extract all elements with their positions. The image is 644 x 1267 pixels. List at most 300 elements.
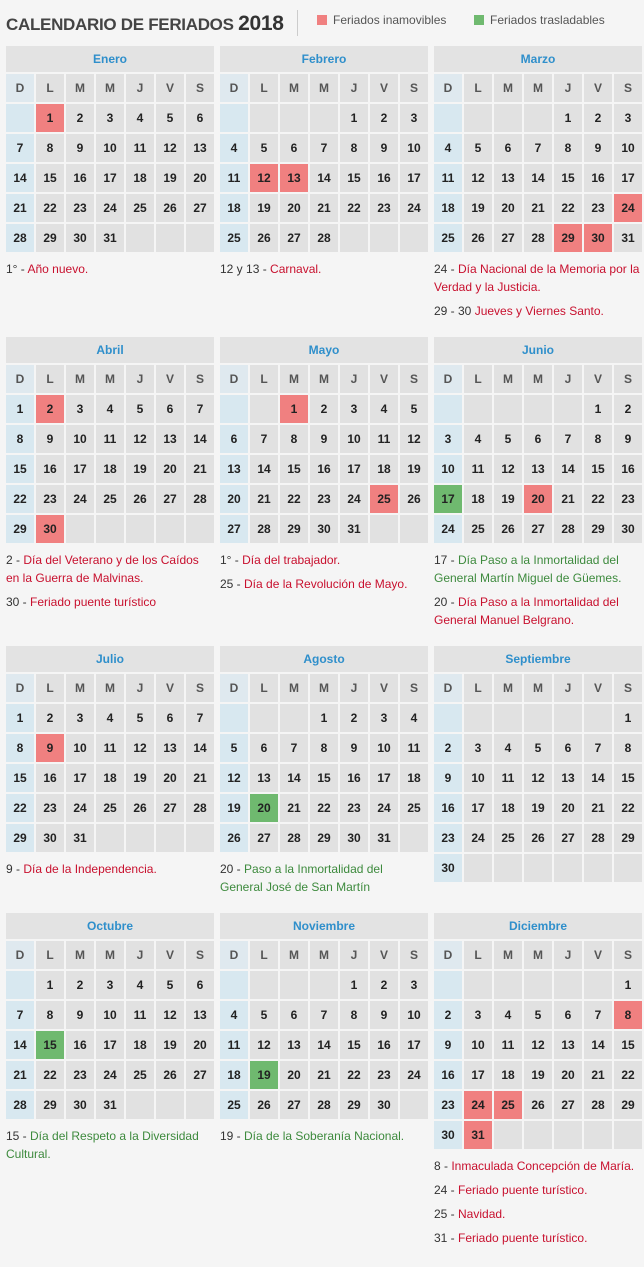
empty-day-cell	[250, 104, 278, 132]
holiday-note-date: 17 -	[434, 553, 459, 567]
day-cell: 5	[524, 1001, 552, 1029]
day-cell: 18	[220, 194, 248, 222]
day-cell: 6	[524, 425, 552, 453]
day-cell: 15	[340, 1031, 368, 1059]
day-cell: 2	[434, 734, 462, 762]
day-cell: 17	[96, 164, 124, 192]
weekday-header: M	[524, 74, 552, 102]
day-cell: 8	[36, 1001, 64, 1029]
day-cell: 2	[66, 104, 94, 132]
empty-day-cell	[126, 224, 154, 252]
day-cell: 18	[126, 164, 154, 192]
day-cell: 3	[96, 971, 124, 999]
weekday-header: M	[66, 365, 94, 393]
day-cell: 7	[6, 134, 34, 162]
day-cell: 27	[280, 1091, 308, 1119]
month-marzo	[434, 46, 642, 326]
day-cell: 18	[370, 455, 398, 483]
holiday-note-text: Día del Respeto a la Diversidad Cultural.	[6, 1129, 199, 1161]
day-cell: 10	[66, 425, 94, 453]
holiday-note	[220, 260, 428, 278]
day-cell: 5	[220, 734, 248, 762]
day-cell: 7	[310, 134, 338, 162]
month-title: Octubre	[6, 913, 214, 939]
day-cell: 3	[614, 104, 642, 132]
holiday-note-date: 12 y 13 -	[220, 262, 271, 276]
day-cell: 14	[250, 455, 278, 483]
empty-day-cell	[186, 824, 214, 852]
day-cell: 16	[614, 455, 642, 483]
day-cell: 4	[494, 1001, 522, 1029]
day-cell: 23	[66, 194, 94, 222]
day-cell: 11	[96, 734, 124, 762]
month-title: Noviembre	[220, 913, 428, 939]
empty-day-cell	[370, 515, 398, 543]
day-cell: 7	[186, 395, 214, 423]
day-cell: 10	[96, 1001, 124, 1029]
weekday-header: M	[66, 74, 94, 102]
weekday-header: D	[6, 365, 34, 393]
day-cell: 8	[280, 425, 308, 453]
empty-day-cell	[186, 1091, 214, 1119]
empty-day-cell	[524, 971, 552, 999]
day-cell: 11	[494, 1031, 522, 1059]
empty-day-cell	[156, 224, 184, 252]
day-cell: 28	[280, 824, 308, 852]
holiday-note	[434, 593, 642, 629]
day-cell: 19	[126, 764, 154, 792]
day-cell: 2	[310, 395, 338, 423]
day-cell: 1	[340, 971, 368, 999]
month-febrero	[220, 46, 428, 284]
day-cell: 23	[370, 194, 398, 222]
weekday-header: J	[340, 941, 368, 969]
day-cell: 30	[36, 824, 64, 852]
day-cell: 29	[614, 1091, 642, 1119]
holiday-note	[220, 860, 428, 896]
day-cell: 25	[464, 515, 492, 543]
day-cell: 2	[340, 704, 368, 732]
day-cell: 30	[370, 1091, 398, 1119]
day-cell: 7	[250, 425, 278, 453]
holiday-note-date: 25 -	[220, 577, 245, 591]
day-cell: 29	[36, 224, 64, 252]
day-cell: 3	[340, 395, 368, 423]
holiday-note-text: Feriado puente turístico	[30, 595, 157, 609]
legend-swatch-green	[474, 15, 484, 25]
day-cell: 1	[584, 395, 612, 423]
empty-day-cell	[156, 515, 184, 543]
day-cell: 8	[6, 425, 34, 453]
day-cell: 13	[554, 764, 582, 792]
day-cell: 19	[220, 794, 248, 822]
day-cell: 19	[464, 194, 492, 222]
day-cell: 31	[614, 224, 642, 252]
weekday-header: M	[310, 74, 338, 102]
day-cell: 3	[464, 1001, 492, 1029]
month-abril	[6, 337, 214, 617]
empty-day-cell	[524, 104, 552, 132]
title-text: CALENDARIO DE FERIADOS	[6, 15, 234, 34]
weekday-header: S	[400, 74, 428, 102]
weekday-header: V	[156, 941, 184, 969]
weekday-header: V	[156, 674, 184, 702]
day-cell: 7	[554, 425, 582, 453]
month-grid	[220, 365, 428, 543]
day-cell: 18	[96, 764, 124, 792]
month-mayo	[220, 337, 428, 599]
holiday-day-inamovible: 1	[280, 395, 308, 423]
day-cell: 27	[156, 485, 184, 513]
day-cell: 1	[614, 971, 642, 999]
day-cell: 22	[310, 794, 338, 822]
empty-day-cell	[126, 824, 154, 852]
day-cell: 8	[6, 734, 34, 762]
day-cell: 12	[464, 164, 492, 192]
day-cell: 10	[66, 734, 94, 762]
day-cell: 17	[614, 164, 642, 192]
day-cell: 14	[584, 1031, 612, 1059]
day-cell: 3	[66, 395, 94, 423]
day-cell: 16	[66, 164, 94, 192]
holiday-note-date: 20 -	[220, 862, 245, 876]
day-cell: 4	[96, 395, 124, 423]
weekday-header: M	[280, 941, 308, 969]
weekday-header: L	[36, 674, 64, 702]
month-grid	[220, 674, 428, 852]
day-cell: 26	[250, 224, 278, 252]
day-cell: 11	[400, 734, 428, 762]
day-cell: 15	[614, 1031, 642, 1059]
holiday-day-inamovible: 30	[584, 224, 612, 252]
day-cell: 25	[126, 194, 154, 222]
weekday-header: L	[250, 365, 278, 393]
day-cell: 20	[280, 194, 308, 222]
day-cell: 7	[280, 734, 308, 762]
day-cell: 4	[220, 134, 248, 162]
holiday-note	[434, 1205, 642, 1223]
day-cell: 13	[186, 1001, 214, 1029]
day-cell: 12	[400, 425, 428, 453]
day-cell: 28	[310, 1091, 338, 1119]
weekday-header: M	[310, 365, 338, 393]
empty-day-cell	[370, 224, 398, 252]
day-cell: 24	[340, 485, 368, 513]
weekday-header: M	[494, 74, 522, 102]
weekday-header: M	[494, 941, 522, 969]
day-cell: 15	[554, 164, 582, 192]
day-cell: 10	[400, 1001, 428, 1029]
day-cell: 16	[66, 1031, 94, 1059]
day-cell: 23	[36, 794, 64, 822]
month-title: Septiembre	[434, 646, 642, 672]
weekday-header: D	[6, 74, 34, 102]
day-cell: 5	[524, 734, 552, 762]
holiday-day-inamovible: 24	[614, 194, 642, 222]
empty-day-cell	[494, 395, 522, 423]
empty-day-cell	[464, 395, 492, 423]
day-cell: 12	[156, 134, 184, 162]
day-cell: 20	[156, 764, 184, 792]
weekday-header: V	[156, 365, 184, 393]
holiday-day-trasladable: 17	[434, 485, 462, 513]
day-cell: 17	[400, 1031, 428, 1059]
weekday-header: J	[340, 365, 368, 393]
day-cell: 19	[494, 485, 522, 513]
month-julio	[6, 646, 214, 884]
holiday-note	[434, 1229, 642, 1247]
holiday-note-date: 19 -	[220, 1129, 245, 1143]
day-cell: 17	[464, 1061, 492, 1089]
day-cell: 14	[524, 164, 552, 192]
day-cell: 5	[250, 134, 278, 162]
day-cell: 21	[310, 1061, 338, 1089]
month-noviembre	[220, 913, 428, 1151]
empty-day-cell	[220, 395, 248, 423]
month-grid	[6, 365, 214, 543]
day-cell: 15	[310, 764, 338, 792]
weekday-header: S	[186, 74, 214, 102]
weekday-header: M	[66, 674, 94, 702]
day-cell: 25	[400, 794, 428, 822]
day-cell: 28	[554, 515, 582, 543]
day-cell: 26	[126, 485, 154, 513]
day-cell: 18	[400, 764, 428, 792]
day-cell: 10	[96, 134, 124, 162]
day-cell: 2	[614, 395, 642, 423]
day-cell: 26	[494, 515, 522, 543]
day-cell: 27	[280, 224, 308, 252]
weekday-header: D	[220, 365, 248, 393]
day-cell: 4	[434, 134, 462, 162]
holiday-note-text: Paso a la Inmortalidad del General José de San Martín	[220, 862, 383, 894]
day-cell: 7	[584, 734, 612, 762]
day-cell: 4	[220, 1001, 248, 1029]
day-cell: 10	[340, 425, 368, 453]
holiday-note-text: Año nuevo.	[27, 262, 89, 276]
empty-day-cell	[6, 104, 34, 132]
holiday-note-date: 25 -	[434, 1207, 459, 1221]
holiday-note	[434, 1157, 642, 1175]
day-cell: 5	[464, 134, 492, 162]
weekday-header: J	[554, 941, 582, 969]
holiday-note-text: Feriado puente turístico.	[458, 1231, 588, 1245]
day-cell: 3	[400, 971, 428, 999]
legend-trasladables	[474, 13, 605, 27]
day-cell: 23	[310, 485, 338, 513]
day-cell: 25	[434, 224, 462, 252]
day-cell: 21	[310, 194, 338, 222]
day-cell: 23	[434, 824, 462, 852]
day-cell: 9	[66, 134, 94, 162]
day-cell: 21	[554, 485, 582, 513]
holiday-note	[6, 260, 214, 278]
day-cell: 30	[66, 1091, 94, 1119]
day-cell: 8	[554, 134, 582, 162]
holiday-note	[6, 551, 214, 587]
day-cell: 24	[370, 794, 398, 822]
day-cell: 15	[280, 455, 308, 483]
day-cell: 26	[126, 794, 154, 822]
day-cell: 21	[584, 794, 612, 822]
day-cell: 9	[434, 1031, 462, 1059]
empty-day-cell	[494, 854, 522, 882]
empty-day-cell	[554, 704, 582, 732]
day-cell: 13	[554, 1031, 582, 1059]
day-cell: 20	[554, 794, 582, 822]
empty-day-cell	[280, 104, 308, 132]
day-cell: 20	[156, 455, 184, 483]
month-title: Agosto	[220, 646, 428, 672]
day-cell: 13	[280, 1031, 308, 1059]
empty-day-cell	[250, 971, 278, 999]
holiday-notes	[6, 551, 214, 611]
day-cell: 26	[156, 194, 184, 222]
day-cell: 25	[220, 1091, 248, 1119]
day-cell: 24	[66, 485, 94, 513]
weekday-header: L	[36, 74, 64, 102]
day-cell: 23	[340, 794, 368, 822]
holiday-note-text: Día Nacional de la Memoria por la Verdad y la Justicia.	[434, 262, 640, 294]
day-cell: 20	[186, 1031, 214, 1059]
day-cell: 9	[340, 734, 368, 762]
day-cell: 12	[524, 764, 552, 792]
day-cell: 11	[434, 164, 462, 192]
day-cell: 26	[524, 1091, 552, 1119]
day-cell: 17	[66, 455, 94, 483]
empty-day-cell	[434, 704, 462, 732]
day-cell: 29	[6, 824, 34, 852]
day-cell: 16	[36, 764, 64, 792]
day-cell: 4	[126, 971, 154, 999]
day-cell: 5	[126, 395, 154, 423]
holiday-note-text: Inmaculada Concepción de María.	[451, 1159, 635, 1173]
day-cell: 22	[340, 1061, 368, 1089]
holiday-day-inamovible: 20	[524, 485, 552, 513]
empty-day-cell	[96, 515, 124, 543]
weekday-header: M	[310, 941, 338, 969]
weekday-header: D	[220, 941, 248, 969]
holiday-notes	[6, 260, 214, 278]
day-cell: 18	[434, 194, 462, 222]
weekday-header: D	[434, 74, 462, 102]
weekday-header: L	[464, 365, 492, 393]
day-cell: 30	[614, 515, 642, 543]
day-cell: 11	[494, 764, 522, 792]
day-cell: 21	[6, 194, 34, 222]
day-cell: 26	[524, 824, 552, 852]
day-cell: 13	[494, 164, 522, 192]
day-cell: 31	[370, 824, 398, 852]
holiday-notes	[220, 551, 428, 593]
holiday-day-inamovible: 31	[464, 1121, 492, 1149]
day-cell: 30	[434, 1121, 462, 1149]
holiday-day-inamovible: 25	[494, 1091, 522, 1119]
month-title: Julio	[6, 646, 214, 672]
holiday-note-text: Día Paso a la Inmortalidad del General Martín Miguel de Güemes.	[434, 553, 622, 585]
day-cell: 1	[554, 104, 582, 132]
day-cell: 22	[614, 1061, 642, 1089]
day-cell: 1	[6, 395, 34, 423]
day-cell: 12	[250, 1031, 278, 1059]
empty-day-cell	[186, 515, 214, 543]
holiday-day-inamovible: 12	[250, 164, 278, 192]
day-cell: 31	[96, 1091, 124, 1119]
empty-day-cell	[524, 704, 552, 732]
month-grid	[220, 74, 428, 252]
day-cell: 15	[584, 455, 612, 483]
empty-day-cell	[400, 515, 428, 543]
day-cell: 8	[614, 734, 642, 762]
day-cell: 17	[464, 794, 492, 822]
day-cell: 1	[310, 704, 338, 732]
day-cell: 22	[280, 485, 308, 513]
day-cell: 21	[584, 1061, 612, 1089]
weekday-header: D	[434, 365, 462, 393]
day-cell: 3	[400, 104, 428, 132]
day-cell: 26	[250, 1091, 278, 1119]
empty-day-cell	[434, 104, 462, 132]
day-cell: 16	[310, 455, 338, 483]
day-cell: 10	[614, 134, 642, 162]
holiday-note-date: 15 -	[6, 1129, 31, 1143]
weekday-header: M	[524, 365, 552, 393]
empty-day-cell	[310, 104, 338, 132]
weekday-header: S	[614, 674, 642, 702]
empty-day-cell	[524, 854, 552, 882]
day-cell: 24	[96, 194, 124, 222]
day-cell: 27	[554, 824, 582, 852]
month-grid	[434, 941, 642, 1149]
day-cell: 3	[434, 425, 462, 453]
day-cell: 8	[36, 134, 64, 162]
legend-inamovibles	[317, 13, 446, 27]
weekday-header: D	[434, 941, 462, 969]
month-grid	[434, 365, 642, 543]
month-title: Marzo	[434, 46, 642, 72]
day-cell: 22	[36, 194, 64, 222]
day-cell: 11	[464, 455, 492, 483]
day-cell: 6	[220, 425, 248, 453]
day-cell: 7	[524, 134, 552, 162]
day-cell: 2	[370, 104, 398, 132]
day-cell: 8	[340, 134, 368, 162]
day-cell: 10	[434, 455, 462, 483]
day-cell: 22	[36, 1061, 64, 1089]
empty-day-cell	[280, 704, 308, 732]
holiday-note-text: Jueves y Viernes Santo.	[474, 304, 604, 318]
legend-swatch-red	[317, 15, 327, 25]
day-cell: 28	[584, 824, 612, 852]
weekday-header: V	[370, 941, 398, 969]
weekday-header: J	[126, 365, 154, 393]
empty-day-cell	[494, 1121, 522, 1149]
day-cell: 3	[66, 704, 94, 732]
holiday-note-date: 30 -	[6, 595, 31, 609]
holiday-note-text: Día Paso a la Inmortalidad del General Manuel Belgrano.	[434, 595, 619, 627]
day-cell: 4	[494, 734, 522, 762]
month-grid	[6, 941, 214, 1119]
holiday-notes	[434, 1157, 642, 1247]
empty-day-cell	[6, 971, 34, 999]
day-cell: 25	[494, 824, 522, 852]
day-cell: 18	[494, 1061, 522, 1089]
holiday-note-date: 20 -	[434, 595, 459, 609]
holiday-day-inamovible: 30	[36, 515, 64, 543]
day-cell: 28	[186, 794, 214, 822]
month-grid	[220, 941, 428, 1119]
day-cell: 6	[250, 734, 278, 762]
